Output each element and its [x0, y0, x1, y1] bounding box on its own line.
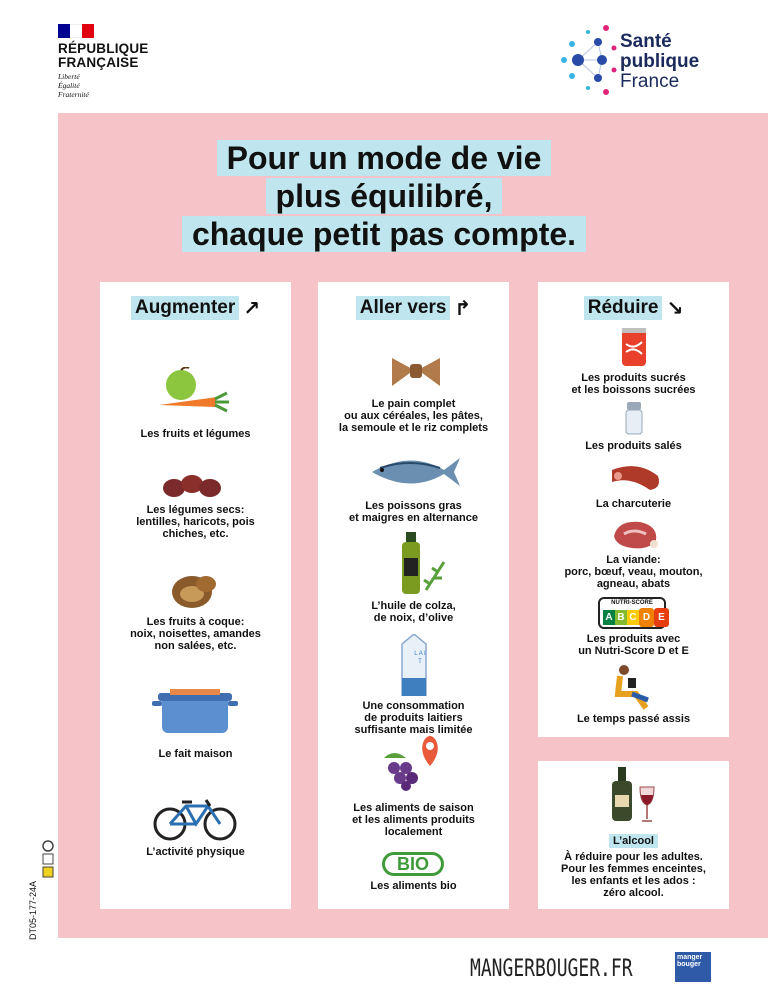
arrow-up-right-icon: ↗ — [243, 298, 261, 321]
item-pain-complet: Le pain complet ou aux céréales, les pâtes, la semoule et le riz complets — [338, 398, 489, 434]
item-fruits-a-coque: Les fruits à coque: noix, noisettes, amandes non salées, etc. — [130, 616, 261, 652]
fish-icon — [370, 454, 464, 490]
milk-carton-label: L A I T — [414, 651, 426, 665]
sausage-icon — [608, 462, 664, 494]
salt-shaker-icon — [624, 400, 644, 436]
column-reduire — [538, 282, 729, 737]
item-produits-sales: Les produits salés — [585, 440, 682, 452]
column-header-aller-vers: Aller vers ↱ — [318, 296, 509, 321]
item-produits-laitiers: Une consommation de produits laitiers suffisante mais limitée — [354, 700, 473, 736]
meat-icon — [610, 518, 662, 552]
pasta-bread-icon — [388, 352, 444, 394]
fruits-vegetables-icon — [155, 367, 235, 417]
cooking-pot-icon — [150, 687, 240, 737]
oil-bottle-icon — [400, 532, 450, 596]
person-sitting-icon — [610, 664, 660, 710]
item-aliments-saison: Les aliments de saison et les aliments produits localement — [352, 802, 475, 838]
wine-bottle-glass-icon — [610, 767, 660, 823]
republique-motto: Liberté Égalité Fraternité — [58, 72, 89, 99]
item-viande: La viande: porc, bœuf, veau, mouton, agneau, abats — [564, 554, 703, 590]
nutri-score-icon: NUTRI-SCORE A B C D E — [598, 597, 666, 629]
sante-publique-france-logo-icon — [558, 24, 620, 96]
column-augmenter — [100, 282, 291, 909]
item-fait-maison: Le fait maison — [158, 748, 233, 760]
republique-francaise-logo: RÉPUBLIQUE FRANÇAISE — [58, 41, 149, 70]
item-huile: L’huile de colza, de noix, d’olive — [371, 600, 456, 624]
main-title: Pour un mode de vie plus équilibré, chaque petit pas compte. — [0, 140, 768, 254]
item-nutri-score: Les produits avec un Nutri-Score D et E — [578, 633, 689, 657]
recycling-marks-icon — [41, 840, 55, 880]
arrow-turn-right-icon: ↱ — [454, 298, 472, 321]
bicycle-icon — [152, 796, 238, 842]
item-temps-assis: Le temps passé assis — [576, 713, 691, 725]
column-header-augmenter: Augmenter ↗ — [100, 296, 291, 321]
alcool-text: À réduire pour les adultes. Pour les femmes enceintes, les enfants et les ados : zéro alcool. — [561, 851, 706, 899]
soda-can-icon — [620, 326, 648, 368]
mangerbouger-url: MANGERBOUGER.FR — [470, 954, 633, 982]
column-header-reduire: Réduire ↘ — [538, 296, 729, 321]
item-aliments-bio: Les aliments bio — [370, 880, 457, 892]
item-produits-sucres: Les produits sucrés et les boissons sucrées — [571, 372, 696, 396]
alcool-panel — [538, 761, 729, 909]
french-flag-icon — [58, 24, 94, 38]
document-code: DT05-177-24A — [28, 880, 38, 940]
legumes-secs-icon — [160, 472, 230, 502]
grapes-location-icon — [380, 736, 450, 792]
item-poissons: Les poissons gras et maigres en alternance — [348, 500, 478, 524]
alcool-label: L’alcool — [538, 831, 729, 849]
item-fruits-legumes: Les fruits et légumes — [140, 428, 251, 440]
arrow-down-right-icon: ↘ — [666, 298, 684, 321]
mangerbouger-logo: manger bouger — [675, 952, 711, 982]
item-charcuterie: La charcuterie — [595, 498, 672, 510]
nuts-icon — [170, 572, 220, 612]
item-activite-physique: L’activité physique — [146, 846, 245, 858]
column-aller-vers — [318, 282, 509, 909]
sante-publique-france-wordmark: Santé publique France — [620, 31, 700, 92]
bio-label-icon: BIO — [382, 852, 444, 876]
item-legumes-secs: Les légumes secs: lentilles, haricots, pois chiches, etc. — [136, 504, 255, 540]
